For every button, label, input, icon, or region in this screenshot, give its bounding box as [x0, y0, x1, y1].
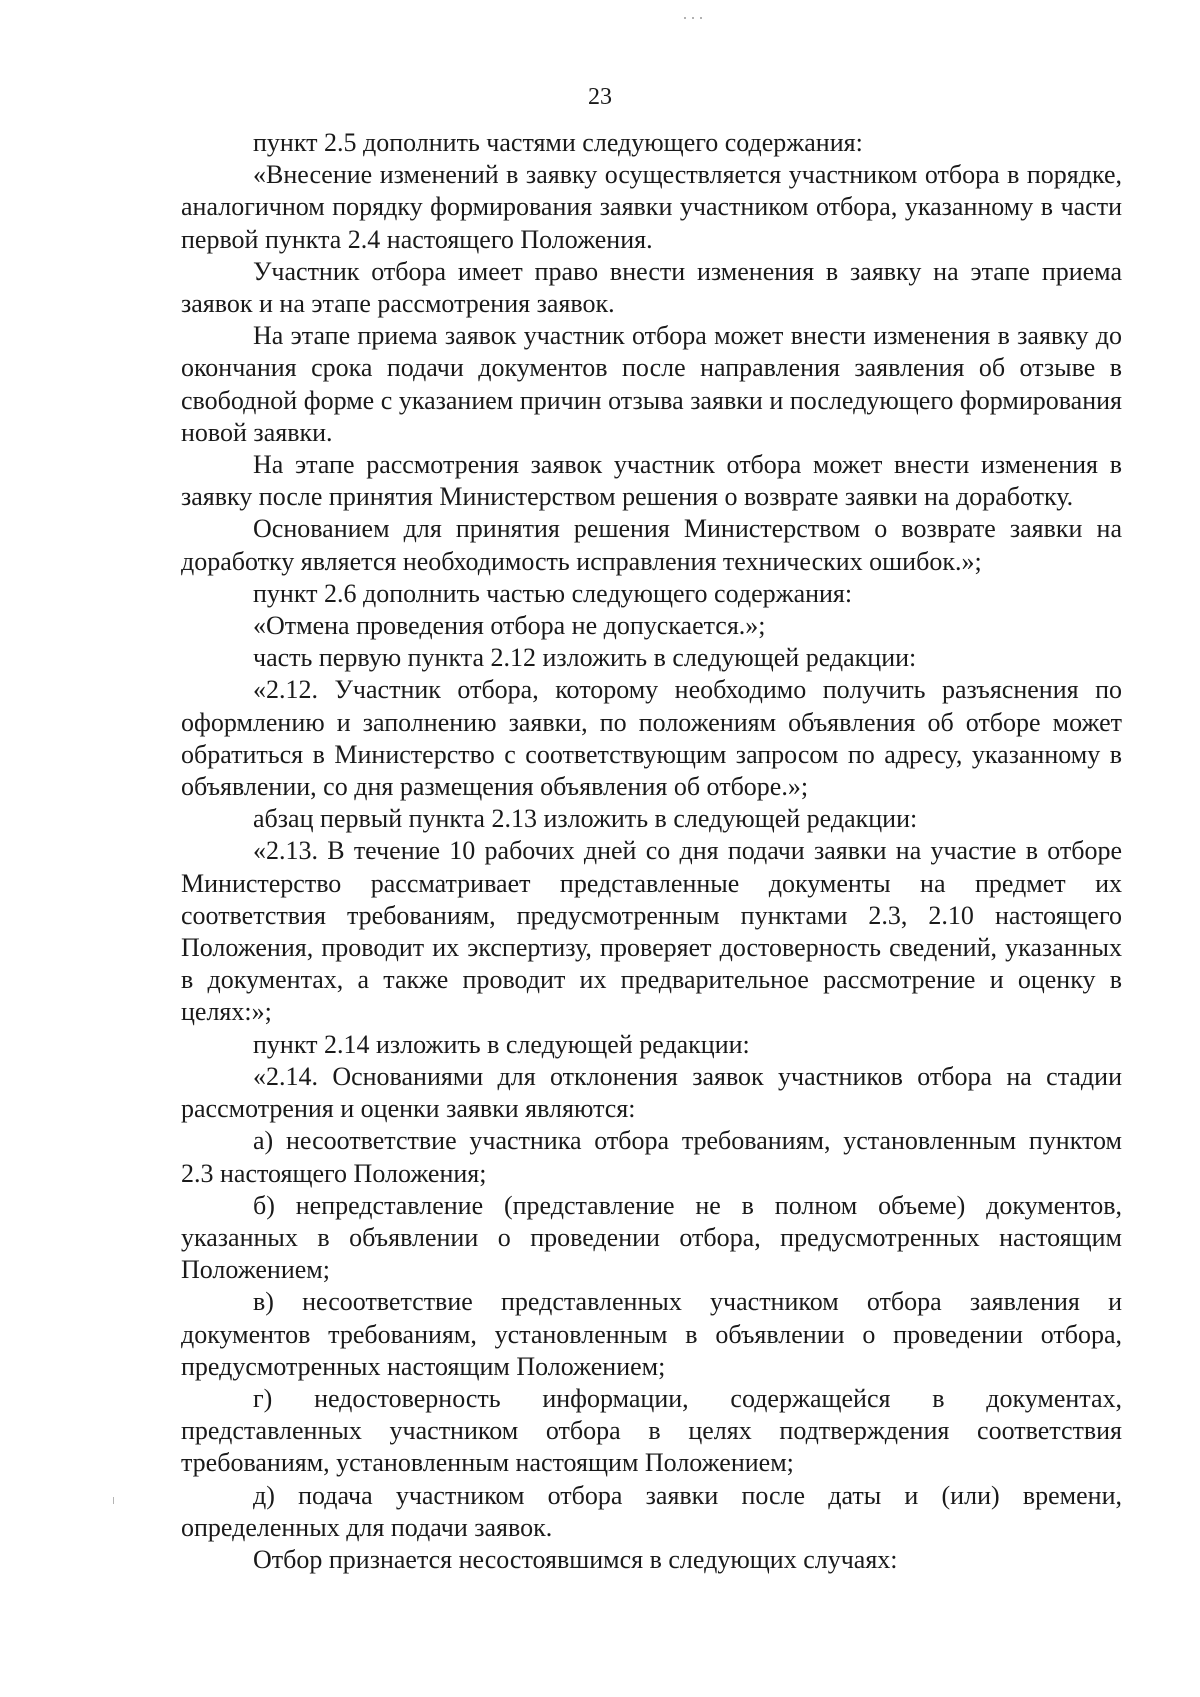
scan-artifact: [113, 1497, 114, 1504]
list-item-b: б) непредставление (представление не в полном объеме) документов, указанных в объявлении о проведении отбора, предусмотренных настоящим Положением;: [181, 1190, 1122, 1285]
paragraph: Участник отбора имеет право внести изменения в заявку на этапе приема заявок и на этапе рассмотрения заявок.: [181, 256, 1122, 319]
paragraph: «2.12. Участник отбора, которому необходимо получить разъяснения по оформлению и заполнению заявки, по положениям объявления об отборе может обратиться в Министерство с соответствующим запросом по адресу, указанному в объявлении, со дня размещения объявления об отборе.»;: [181, 675, 1122, 802]
scan-artifact: [692, 17, 694, 19]
paragraph: На этапе приема заявок участник отбора может внести изменения в заявку до окончания срока подачи документов после направления заявления об отзыве в свободной форме с указанием причин отзыва заявки и последующего формирования новой заявки.: [181, 321, 1122, 447]
paragraph: пункт 2.6 дополнить частью следующего содержания:: [253, 578, 853, 608]
paragraph: «Внесение изменений в заявку осуществляется участником отбора в порядке, аналогичном порядку формирования заявки участником отбора, указанному в части первой пункта 2.4 настоящего Положения.: [181, 160, 1122, 254]
list-item-a: а) несоответствие участника отбора требованиям, установленным пунктом 2.3 настоящего Положения;: [181, 1126, 1122, 1188]
paragraph: На этапе рассмотрения заявок участник отбора может внести изменения в заявку после принятия Министерством решения о возврате заявки на доработку.: [181, 450, 1122, 512]
paragraph: часть первую пункта 2.12 изложить в следующей редакции:: [253, 643, 917, 673]
paragraph: Основанием для принятия решения Министерством о возврате заявки на доработку является необходимость исправления технических ошибок.»;: [181, 514, 1122, 576]
list-item-v: в) несоответствие представленных участником отбора заявления и документов требованиям, установленным в объявлении о проведении отбора, предусмотренных настоящим Положением;: [181, 1287, 1122, 1381]
scan-artifact: [700, 17, 702, 19]
document-body: [181, 127, 1122, 1576]
list-item-g: г) недостоверность информации, содержащейся в документах, представленных участником отбора в целях подтверждения соответствия требованиям, установленным настоящим Положением;: [181, 1383, 1122, 1478]
paragraph: пункт 2.14 изложить в следующей редакции:: [253, 1029, 750, 1059]
paragraph: пункт 2.5 дополнить частями следующего содержания:: [253, 128, 863, 157]
paragraph: «2.14. Основаниями для отклонения заявок участников отбора на стадии рассмотрения и оценки заявки являются:: [181, 1061, 1122, 1124]
paragraph: абзац первый пункта 2.13 изложить в следующей редакции:: [253, 804, 918, 834]
paragraph: Отбор признается несостоявшимся в следующих случаях:: [253, 1544, 898, 1574]
paragraph: «2.13. В течение 10 рабочих дней со дня подачи заявки на участие в отборе Министерство рассматривает представленные документы на предмет их соответствия требованиям, предусмотренным пунктами 2.3, 2.10 настоящего Положения, проводит их экспертизу, проверяет достоверность сведений, указанных в документах, а также проводит их предварительное рассмотрение и оценку в целях:»;: [181, 836, 1122, 1027]
scan-artifact: [684, 17, 686, 19]
paragraph: «Отмена проведения отбора не допускается.»;: [253, 611, 766, 641]
list-item-d: д) подача участником отбора заявки после даты и (или) времени, определенных для подачи заявок.: [181, 1480, 1122, 1542]
page-number: 23: [588, 84, 612, 110]
